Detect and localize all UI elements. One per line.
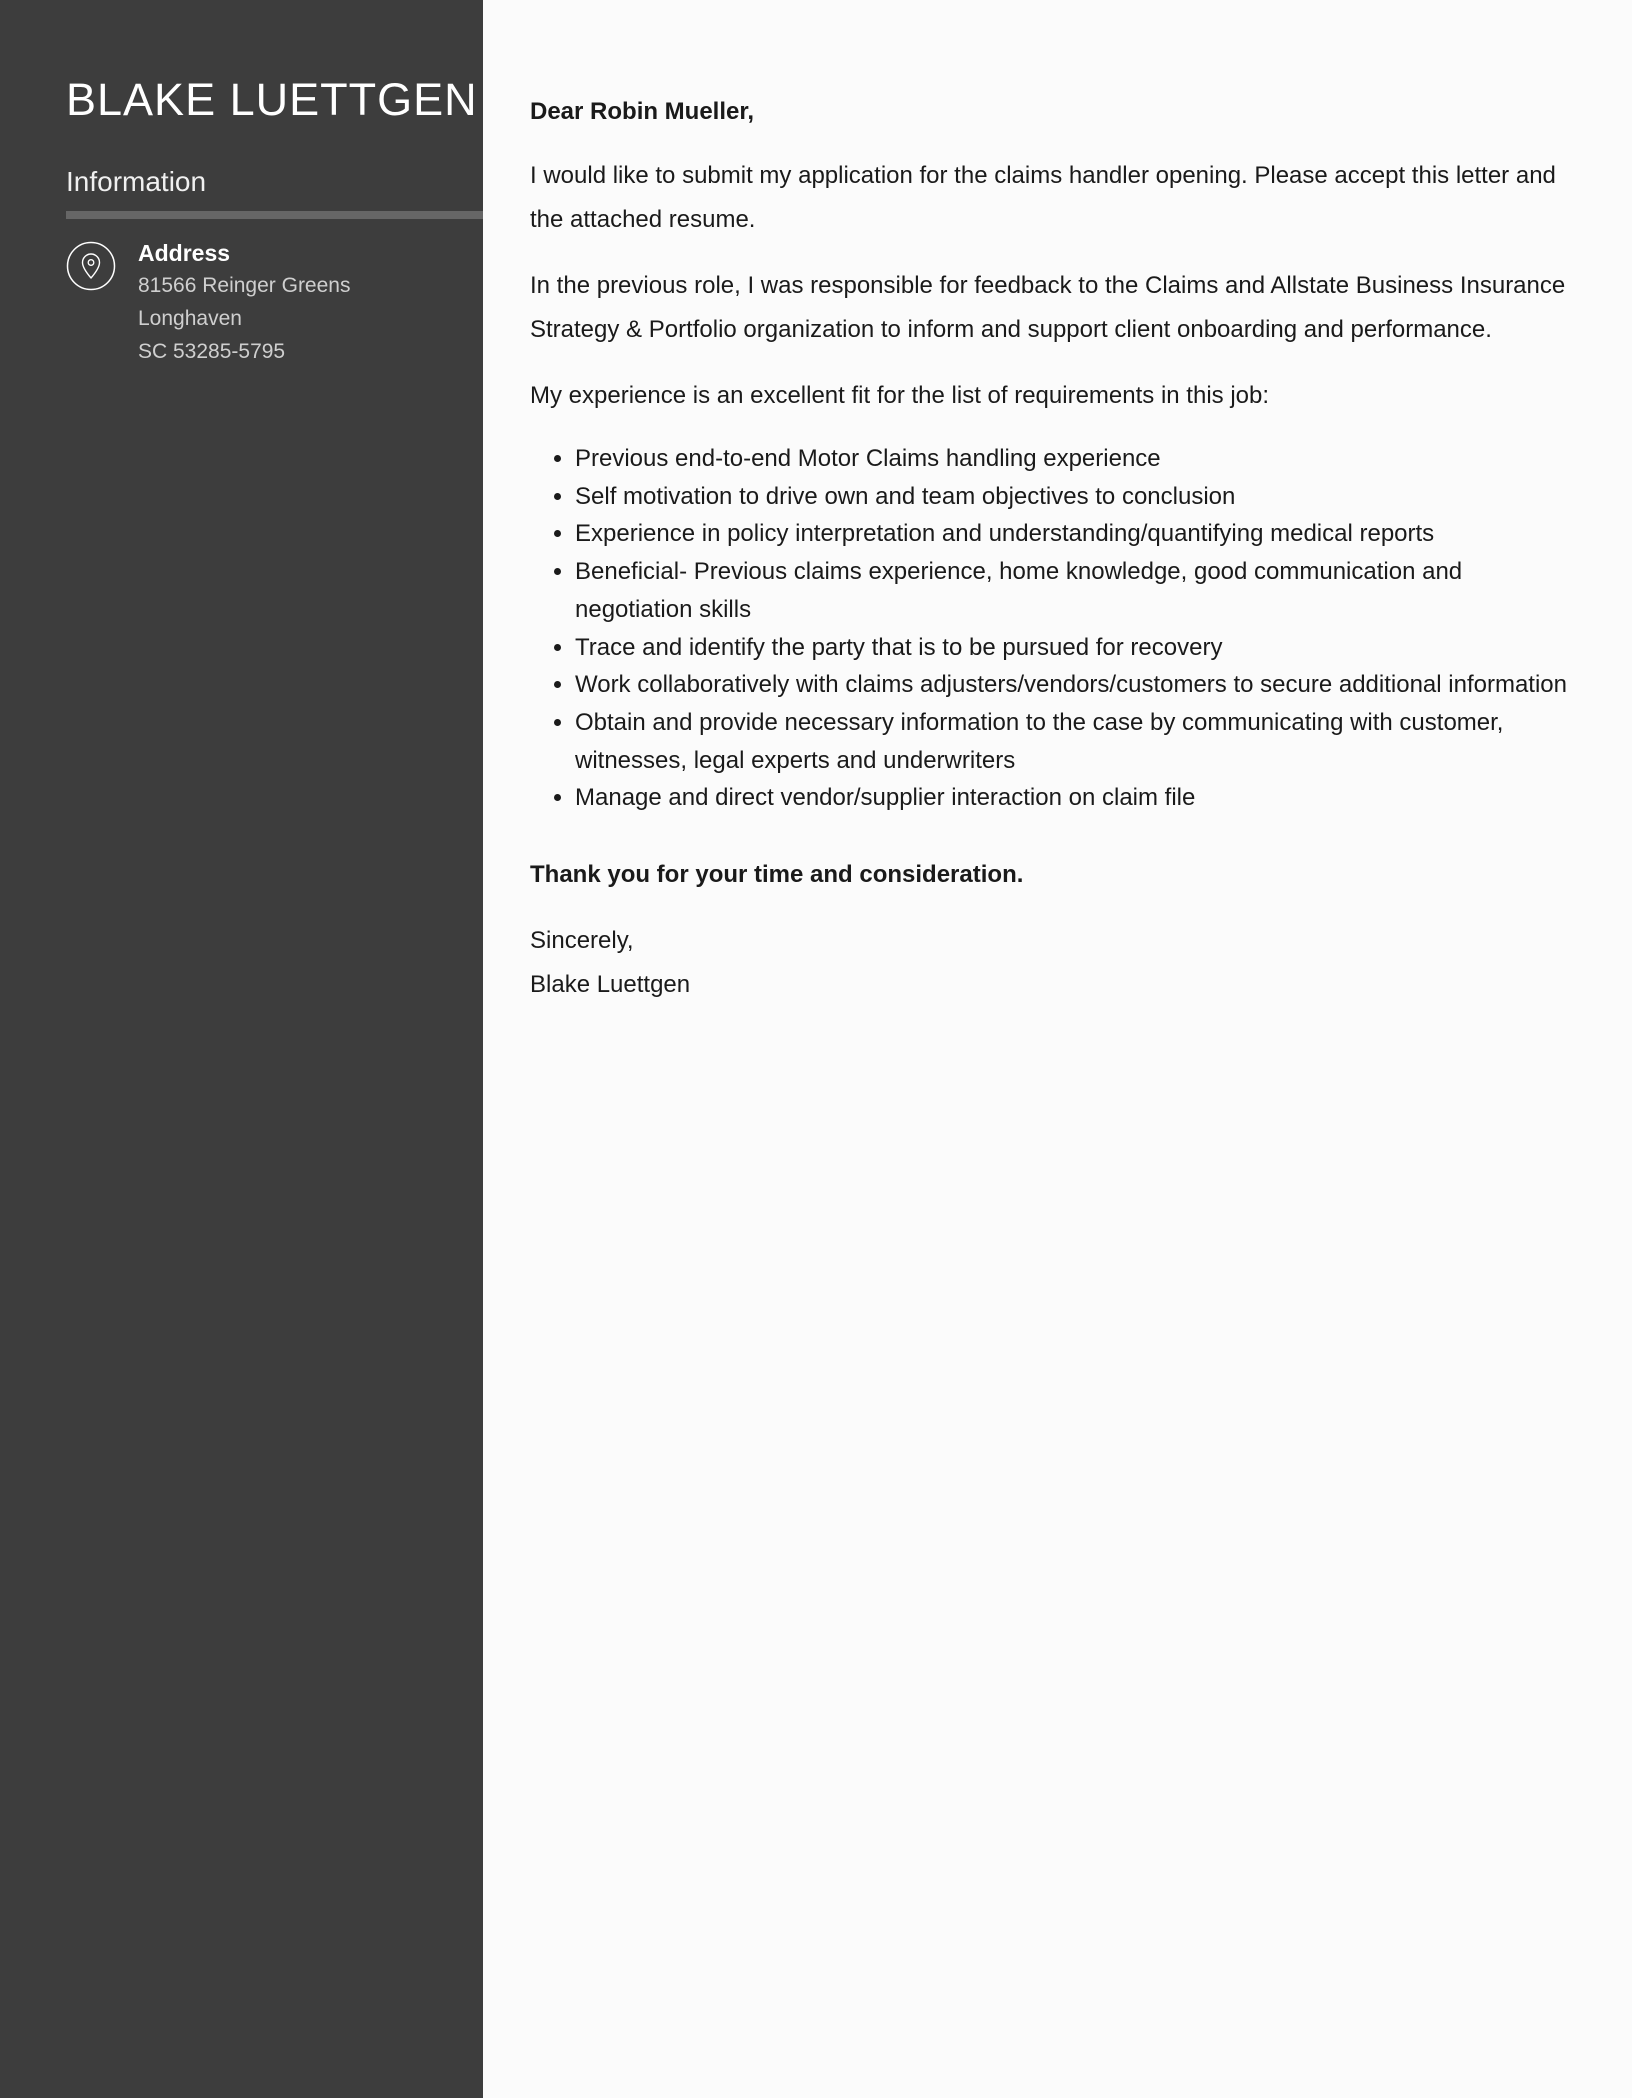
applicant-name: BLAKE LUETTGEN	[66, 74, 478, 125]
thanks-line: Thank you for your time and consideration.	[530, 861, 1024, 889]
list-item: • Beneficial- Previous claims experience, home knowledge, good communication and negotiation skills	[575, 553, 1580, 628]
address-block	[138, 237, 350, 368]
signature: Blake Luettgen	[530, 971, 691, 999]
list-item: • Self motivation to drive own and team objectives to conclusion	[575, 478, 1580, 516]
list-item: • Previous end-to-end Motor Claims handling experience	[575, 440, 1580, 478]
section-divider	[66, 211, 483, 219]
letter-body	[530, 90, 1580, 1007]
requirements-list	[530, 440, 1580, 817]
map-pin-icon	[66, 241, 116, 291]
address-state-zip: SC 53285-5795	[138, 340, 286, 363]
list-item: • Trace and identify the party that is to be pursued for recovery	[575, 629, 1580, 667]
address-street: 81566 Reinger Greens	[138, 274, 351, 297]
sidebar	[0, 0, 483, 2098]
information-heading: Information	[66, 166, 207, 197]
address-city: Longhaven	[138, 307, 242, 330]
previous-role-paragraph: In the previous role, I was responsible for feedback to the Claims and Allstate Business Insurance Strategy & Portfolio organization to inform and support client onboarding and performance.	[530, 272, 1566, 343]
list-item: • Obtain and provide necessary information to the case by communicating with customer, witnesses, legal experts and underwriters	[575, 704, 1580, 779]
list-item: • Manage and direct vendor/supplier interaction on claim file	[575, 779, 1580, 817]
requirements-intro: My experience is an excellent fit for the list of requirements in this job:	[530, 382, 1270, 409]
intro-paragraph: I would like to submit my application for the claims handler opening. Please accept this letter and the attached resume.	[530, 162, 1556, 233]
list-item: • Experience in policy interpretation and understanding/quantifying medical reports	[575, 515, 1580, 553]
closing: Sincerely,	[530, 927, 634, 955]
address-label: Address	[138, 240, 231, 266]
list-item: • Work collaboratively with claims adjusters/vendors/customers to secure additional information	[575, 666, 1580, 704]
salutation: Dear Robin Mueller,	[530, 98, 755, 125]
